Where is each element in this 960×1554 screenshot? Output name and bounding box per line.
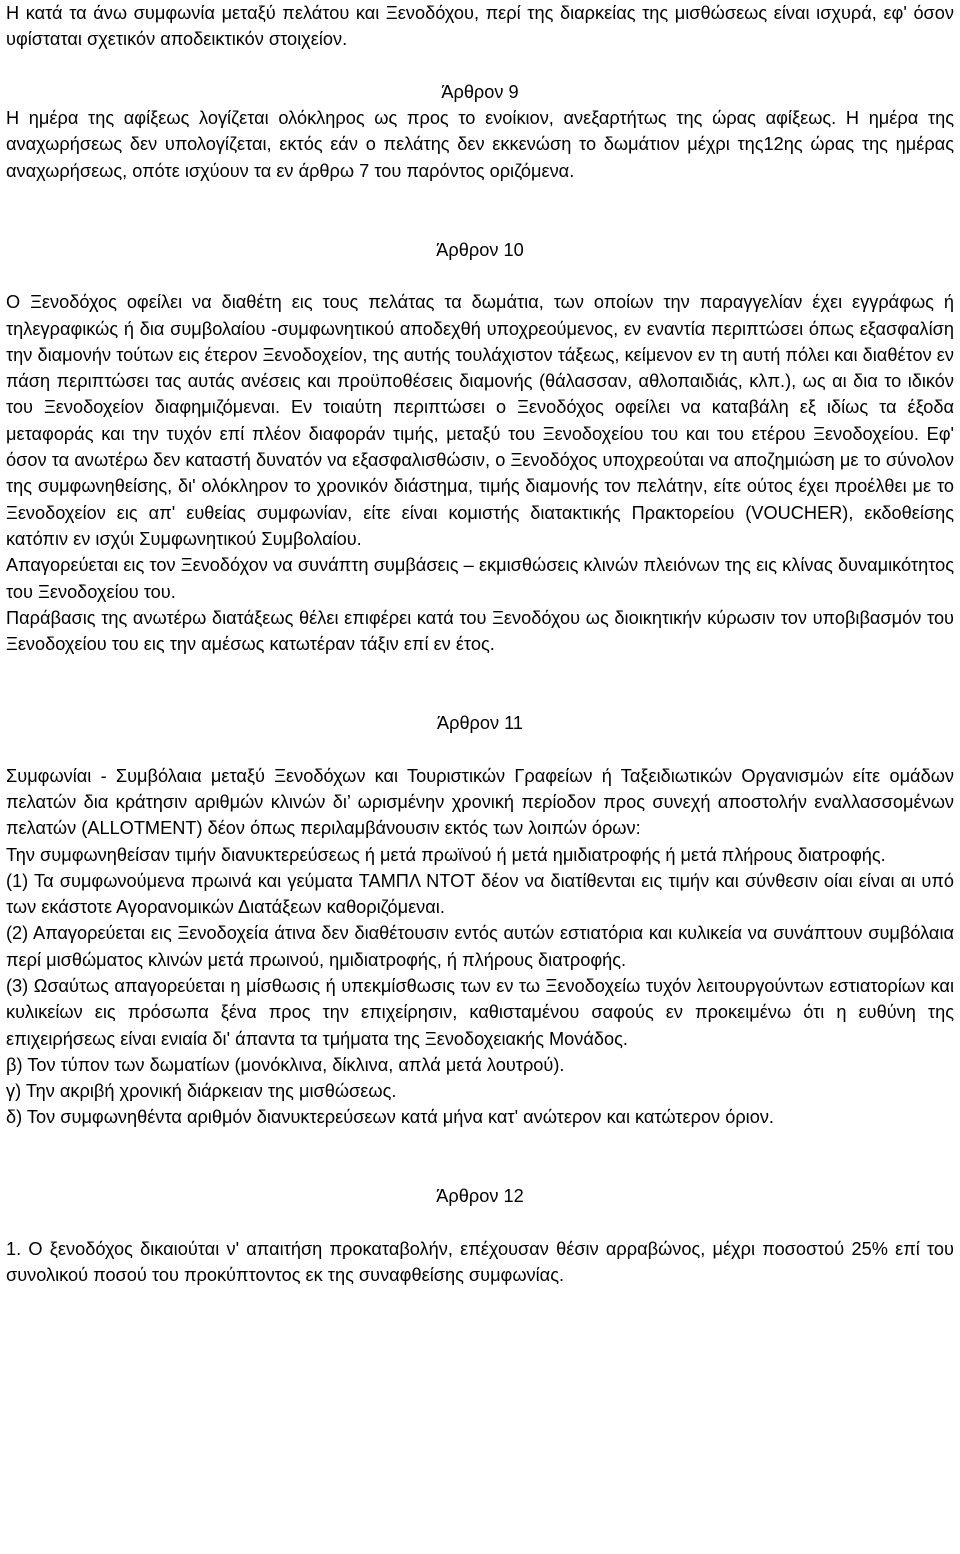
- article-11-paragraph-6: β) Τον τύπον των δωματίων (μονόκλινα, δίκλινα, απλά μετά λουτρού).: [6, 1054, 565, 1075]
- article-10-paragraph-2: Απαγορεύεται εις τον Ξενοδόχον να συνάπτη συμβάσεις – εκμισθώσεις κλινών πλειόνων της εις κλίνας δυναμικότητος του Ξενοδοχείου του.: [6, 555, 954, 602]
- spacer: [6, 657, 954, 710]
- article-11-paragraph-4: (2) Απαγορεύεται εις Ξενοδοχεία άτινα δεν διαθέτουσιν εντός αυτών εστιατόρια και κυλικεία να συνάπτουν συμβόλαια περί μισθώματος κλινών μετά πρωινού, ημιδιατροφής, ή πλήρους διατροφής.: [6, 923, 954, 970]
- article-11-paragraph-3: (1) Τα συμφωνούμενα πρωινά και γεύματα ΤΑΜΠΛ ΝΤΟΤ δέον να διατίθενται εις τιμήν και σύνθεσιν οίαι είναι αι υπό των εκάστοτε Αγορανομικών Διατάξεων καθοριζόμεναι.: [6, 870, 954, 918]
- article-10-paragraph-1: Ο Ξενοδόχος οφείλει να διαθέτη εις τους πελάτας τα δωμάτια, των οποίων την παραγγελίαν έχει εγγράφως ή τηλεγραφικώς ή δια συμβολαίου -συμφωνητικού αποδεχθή υποχρεούμενος, εν εναντία περιπτώσει όπως εξασφαλίση την διαμονήν τούτων εις έτερον Ξενοδοχείον, της αυτής τουλάχιστον τάξεως, κείμενον εν τη αυτή πόλει και διαθέτον εν πάση περιπτώσει τας αυτάς ανέσεις και προϋποθέσεις διαμονής (θάλασσαν, αθλοπαιδιάς, κλπ.), ως αι δια το ιδικόν του Ξενοδοχείον διαφημιζόμεναι. Εν τοιαύτη περιπτώσει ο Ξενοδόχος οφείλει να καταβάλη εξ ιδίως τα έξοδα μεταφοράς και την τυχόν επί πλέον διαφοράν τιμής, μεταξύ του Ξενοδοχείου του και του ετέρου Ξενοδοχείου. Εφ' όσον τα ανωτέρω δεν καταστή δυνατόν να εξασφαλισθώσιν, ο Ξενοδόχος υποχρεούται να αποζημιώση με το σύνολον της συμφωνηθείσης, δι' ολόκληρον το χρονικόν διάστημα, τιμής διαμονής τον πελάτην, είτε ούτος έχει προέλθει με το Ξενοδοχείον εις απ' ευθείας συμφωνίαν, είτε είναι κομιστής διατακτικής Πρακτορείου (VOUCHER), εκδοθείσης κατόπιν εν ισχύι Συμφωνητικού Συμβολαίου.: [6, 292, 954, 549]
- spacer: [6, 263, 954, 289]
- article-11-heading: Άρθρον 11: [436, 713, 524, 734]
- article-11-paragraph-7: γ) Την ακριβή χρονική διάρκειαν της μισθώσεως.: [6, 1081, 397, 1102]
- article-9-paragraph-1: Η ημέρα της αφίξεως λογίζεται ολόκληρος ως προς το ενοίκιον, ανεξαρτήτως της ώρας αφίξεως. Η ημέρα της αναχωρήσεως δεν υπολογίζεται, εκτός εάν ο πελάτης δεν εκκενώση το δωμάτιον μέχρι της12ης ώρας της ημέρας αναχωρήσεως, οπότε ισχύουν τα εν άρθρω 7 του παρόντος οριζόμενα.: [6, 108, 954, 181]
- article-12-paragraph-1: 1. Ο ξενοδόχος δικαιούται ν' απαιτήση προκαταβολήν, επέχουσαν θέσιν αρραβώνος, μέχρι ποσοστού 25% επί του συνολικού ποσού του προκύπτοντος εκ της συναφθείσης συμφωνίας.: [6, 1238, 954, 1286]
- intro-paragraph: Η κατά τα άνω συμφωνία μεταξύ πελάτου και Ξενοδόχου, περί της διαρκείας της μισθώσεως είναι ισχυρά, εφ' όσον υφίσταται σχετικόν αποδεικτικόν στοιχείον.: [6, 3, 954, 50]
- article-12-heading: Άρθρον 12: [436, 1186, 524, 1207]
- article-11-paragraph-2: Την συμφωνηθείσαν τιμήν διανυκτερεύσεως ή μετά πρωϊνού ή μετά ημιδιατροφής ή μετά πλήρους διατροφής.: [6, 844, 886, 865]
- spacer: [6, 184, 954, 237]
- article-11-paragraph-8: δ) Τον συμφωνηθέντα αριθμόν διανυκτερεύσεων κατά μήνα κατ' ανώτερον και κατώτερον όριον.: [6, 1107, 774, 1128]
- article-9-heading: Άρθρον 9: [441, 81, 519, 102]
- article-10-heading: Άρθρον 10: [436, 239, 524, 260]
- spacer: [6, 736, 954, 762]
- article-10-paragraph-3: Παράβασις της ανωτέρω διατάξεως θέλει επιφέρει κατά του Ξενοδόχου ως διοικητικήν κύρωσιν τον υποβιβασμόν του Ξενοδοχείου του εις την αμέσως κατωτέραν τάξιν επί εν έτος.: [6, 607, 954, 655]
- spacer: [6, 53, 954, 79]
- spacer: [6, 1210, 954, 1236]
- spacer: [6, 1131, 954, 1184]
- article-11-paragraph-1: Συμφωνίαι - Συμβόλαια μεταξύ Ξενοδόχων και Τουριστικών Γραφείων ή Ταξειδιωτικών Οργανισμών είτε ομάδων πελατών δια κράτησιν αριθμών κλινών δι’ ωρισμένην χρονική περίοδον προς συνεχή αποστολήν εναλλασσομένων πελατών (ALLOTMENT) δέον όπως περιλαμβάνουσιν εκτός των λοιπών όρων:: [6, 765, 954, 839]
- article-11-paragraph-5: (3) Ωσαύτως απαγορεύεται η μίσθωσις ή υπεκμίσθωσις των εν τω Ξενοδοχείω τυχόν λειτουργούντων εστιατορίων και κυλικείων εις πρόσωπα ξένα προς την επιχείρησιν, καθισταμένου σαφούς εν προκειμένω ότι η ευθύνη της επιχειρήσεως είναι ενιαία δι' άπαντα τα τμήματα της Ξενοδοχειακής Μονάδος.: [6, 975, 954, 1049]
